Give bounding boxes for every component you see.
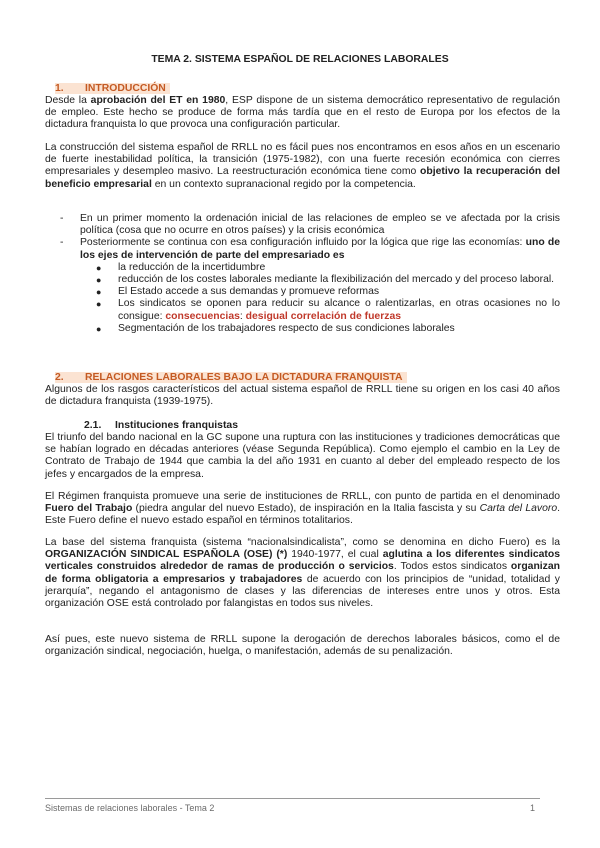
bullet-dot-icon: ●: [96, 287, 102, 298]
bullet-dot-icon: ●: [96, 299, 102, 310]
footer-divider: [45, 798, 540, 799]
dictadura-paragraph-5: Así pues, este nuevo sistema de RRLL supone la derogación de derechos laborales básicos, como el de organización sindical, negociación, huelga, o manifestación, además de su penalización.: [45, 634, 560, 658]
bullet-item: ● Los sindicatos se oponen para reducir su alcance o ralentizarlas, en otras ocasiones no lo consigue: consecuencias: desigual correlación de fuerzas: [96, 298, 560, 322]
subsection-2-1-number: 2.1.: [84, 420, 102, 431]
section-2-heading: [55, 372, 407, 383]
subsection-2-1-title: Instituciones franquistas: [115, 420, 238, 431]
intro-dash-list: [60, 213, 560, 335]
intro-paragraph-2: La construcción del sistema español de RRLL no es fácil pues nos encontramos en esos años en un escenario de fuerte inestabilidad política, la transición (1975-1982), con una fuerte recesión económica con cierres empresariales y desempleo masivo. La reestructuración económica tiene como objetivo la recuperación del beneficio empresarial en un contexto supranacional regido por la competencia.: [45, 142, 560, 190]
bullet-dot-icon: ●: [96, 323, 102, 334]
dash-item-crisis: - En un primer momento la ordenación inicial de las relaciones de empleo se ve afectada por la crisis política (cosa que no ocurre en otros países) y la crisis económica: [60, 213, 560, 237]
bullet-item: ● reducción de los costes laborales mediante la flexibilización del mercado y del proceso laboral.: [96, 274, 555, 286]
footer-text: Sistemas de relaciones laborales - Tema 2: [45, 803, 215, 813]
section-2-number: 2.: [55, 372, 85, 383]
bullet-item: ● la reducción de la incertidumbre: [96, 261, 266, 273]
dictadura-paragraph-1: Algunos de los rasgos característicos del actual sistema español de RRLL tiene su origen en los casi 40 años de dictadura franquista (1939-1975).: [45, 384, 560, 408]
bullet-dot-icon: ●: [96, 262, 102, 273]
bullet-item: ● El Estado accede a sus demandas y promueve reformas: [96, 286, 380, 298]
section-1-heading: [55, 83, 170, 94]
subsection-2-1-heading: [84, 420, 238, 431]
dictadura-paragraph-2: El triunfo del bando nacional en la GC supone una ruptura con las instituciones y tradiciones democráticas que se habían logrado en décadas anteriores (véase Segunda República). Como ejemplo el cambio en la Ley de Contrato de Trabajo de 1944 que cambia la del año 1931 en cuanto al deber del empleado respecto de los jefes y encargados de la empresa.: [45, 432, 560, 480]
economies-bullet-list: [80, 262, 560, 335]
bullet-dot-icon: ●: [96, 275, 102, 286]
dictadura-paragraph-4: La base del sistema franquista (sistema “nacionalsindicalista”, como se denomina en dicho Fuero) es la ORGANIZACIÓN SINDICAL ESPAÑOLA (OSE) (*) 1940-1977, el cual aglutina a los diferentes sindicatos verticales construidos alrededor de ramas de producción o servicios. Todos estos sindicatos organizan de forma obligatoria a empresarios y trabajadores de acuerdo con los principios de “unidad, totalidad y jerarquía”, negando el antagonismo de clases y las diferencias de intereses entre unos y otros. Esta organización OSE está controlado por falangistas en todos sus niveles.: [45, 537, 560, 610]
section-1-number: 1.: [55, 83, 85, 94]
bullet-item: ● Segmentación de los trabajadores respecto de sus condiciones laborales: [96, 322, 455, 334]
page-number: 1: [530, 803, 536, 813]
dictadura-paragraph-3: El Régimen franquista promueve una serie de instituciones de RRLL, con punto de partida en el denominado Fuero del Trabajo (piedra angular del nuevo Estado), de inspiración en la Italia fascista y su Carta del Lavoro. Este Fuero define el nuevo estado español en términos totalitarios.: [45, 491, 561, 527]
section-1-title: INTRODUCCIÓN: [85, 83, 170, 94]
section-2-title: RELACIONES LABORALES BAJO LA DICTADURA FRANQUISTA: [85, 372, 407, 383]
intro-paragraph-1: Desde la aprobación del ET en 1980, ESP dispone de un sistema democrático representativo de regulación de empleo. Este hecho se produce de forma más tardía que en el resto de Europa por los efectos de la dictadura franquista lo que provoca una configuración particular.: [45, 95, 560, 131]
dash-item-economies: - Posteriormente se continua con esa configuración influido por la lógica que rige las economías: uno de los ejes de intervención de parte del empresariado es ● la reducción de la incertidumbre ● reducción de los costes laborales mediante la flexibilización del mercado y del proceso laboral. ● El Estado accede a sus demandas y promueve reformas ● Los sindicatos se oponen para reducir su alcance o ralentizarlas, en otras ocasiones no lo consigue: consecuencias: desigual correlación de fuerzas ● Segmentación de los trabajadores respecto de sus condiciones laborales: [60, 237, 560, 335]
document-title: TEMA 2. SISTEMA ESPAÑOL DE RELACIONES LABORALES: [151, 54, 449, 65]
